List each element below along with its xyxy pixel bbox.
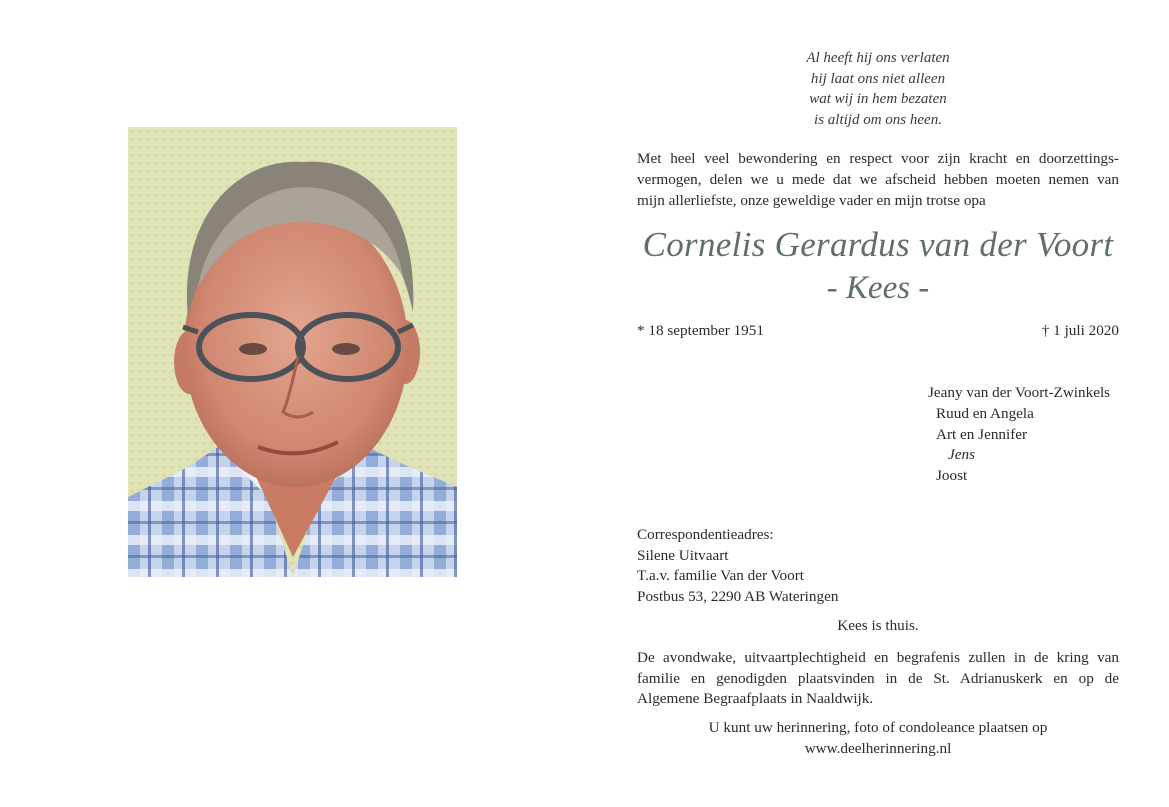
- death-date: † 1 juli 2020: [1041, 322, 1119, 339]
- intro-line: vermogen, delen we u mede dat we afscheid hebben moeten nemen van: [637, 171, 1119, 188]
- family-member: Jeany van der Voort-Zwinkels: [928, 384, 1111, 401]
- family-list: [928, 383, 1110, 487]
- deceased-full-name: Cornelis Gerardus van der Voort: [642, 225, 1114, 264]
- memory-text: U kunt uw herinnering, foto of condoleance plaatsen op: [708, 719, 1048, 736]
- ceremony-paragraph: [637, 648, 1119, 710]
- family-member: Jens: [948, 446, 975, 464]
- ceremony-line: Algemene Begraafplaats in Naaldwijk.: [637, 690, 874, 708]
- address-line: T.a.v. familie Van der Voort: [637, 567, 805, 584]
- memory-url[interactable]: www.deelherinnering.nl: [804, 739, 952, 757]
- address-line: Silene Uitvaart: [637, 546, 729, 564]
- ceremony-line: familie en genodigden plaatsvinden in de St. Adrianuskerk en op de: [637, 669, 1119, 687]
- poem-line: is altijd om ons heen.: [814, 111, 942, 128]
- intro-line: Met heel veel bewondering en respect voor zijn kracht en doorzettings-: [637, 150, 1119, 167]
- birth-date: * 18 september 1951: [637, 322, 764, 339]
- portrait-illustration: [128, 127, 457, 577]
- life-dates: [637, 322, 1119, 340]
- deceased-nickname: - Kees -: [826, 270, 930, 306]
- poem-line: wat wij in hem bezaten: [809, 91, 947, 107]
- portrait-photo: [128, 127, 457, 577]
- family-member: Ruud en Angela: [936, 404, 1034, 422]
- family-member: Joost: [936, 467, 968, 485]
- family-member: Art en Jennifer: [936, 425, 1028, 443]
- memory-section: [637, 718, 1119, 759]
- home-note: Kees is thuis.: [837, 617, 919, 634]
- intro-paragraph: [637, 148, 1119, 211]
- ceremony-line: De avondwake, uitvaartplechtigheid en begrafenis zullen in de kring van: [637, 649, 1119, 666]
- poem-line: Al heeft hij ons verlaten: [806, 50, 950, 66]
- correspondence-address: [637, 525, 838, 607]
- address-line: Postbus 53, 2290 AB Wateringen: [637, 587, 839, 605]
- address-line: Correspondentieadres:: [637, 526, 774, 543]
- intro-line: mijn allerliefste, onze geweldige vader en mijn trotse opa: [637, 192, 986, 209]
- poem-line: hij laat ons niet alleen: [810, 70, 946, 87]
- poem: [637, 48, 1119, 130]
